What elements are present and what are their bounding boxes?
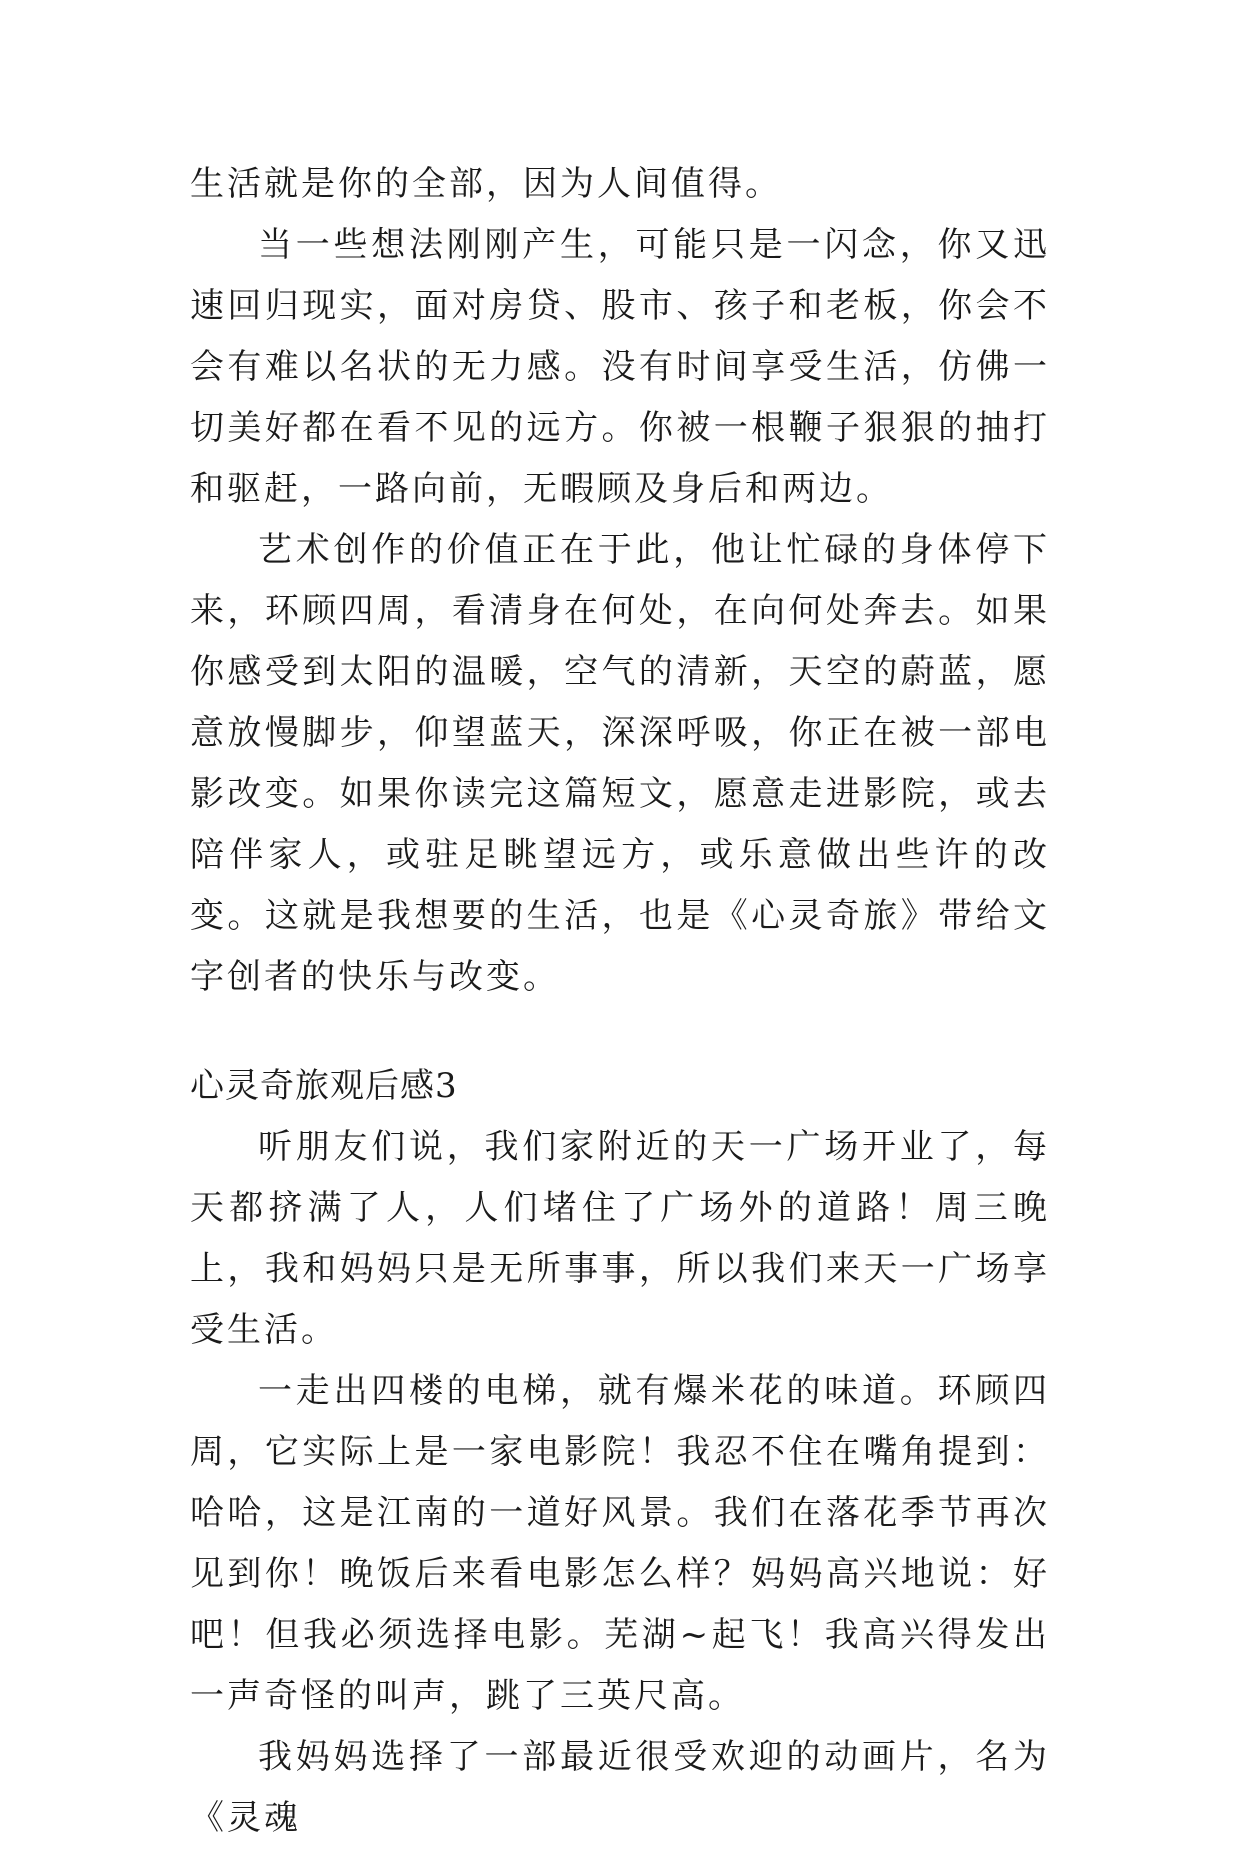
paragraph-3: 艺术创作的价值正在于此，他让忙碌的身体停下来，环顾四周，看清身在何处，在向何处奔去。如果你感受到太阳的温暖，空气的清新，天空的蔚蓝，愿意放慢脚步，仰望蓝天，深深呼吸，你正在被一部电影改变。如果你读完这篇短文，愿意走进影院，或去陪伴家人，或驻足眺望远方，或乐意做出些许的改变。这就是我想要的生活，也是《心灵奇旅》带给文字创者的快乐与改变。 xyxy=(190,530,1050,997)
paragraph-2: 当一些想法刚刚产生，可能只是一闪念，你又迅速回归现实，面对房贷、股市、孩子和老板，你会不会有难以名状的无力感。没有时间享受生活，仿佛一切美好都在看不见的远方。你被一根鞭子狠狠的抽打和驱赶，一路向前，无暇顾及身后和两边。 xyxy=(190,225,1050,509)
paragraph-1: 生活就是你的全部，因为人间值得。 xyxy=(190,164,782,204)
paragraph-4: 听朋友们说，我们家附近的天一广场开业了，每天都挤满了人，人们堵住了广场外的道路！周三晚上，我和妈妈只是无所事事，所以我们来天一广场享受生活。 xyxy=(190,1127,1050,1350)
paragraph-5: 一走出四楼的电梯，就有爆米花的味道。环顾四周，它实际上是一家电影院！我忍不住在嘴角提到：哈哈，这是江南的一道好风景。我们在落花季节再次见到你！晚饭后来看电影怎么样？妈妈高兴地说：好吧！但我必须选择电影。芜湖~起飞！我高兴得发出一声奇怪的叫声，跳了三英尺高。 xyxy=(190,1371,1050,1716)
section-heading: 心灵奇旅观后感3 xyxy=(190,1066,458,1106)
paragraph-6: 我妈妈选择了一部最近很受欢迎的动画片，名为《灵魂 xyxy=(190,1737,1050,1838)
document-body xyxy=(190,154,1050,1849)
